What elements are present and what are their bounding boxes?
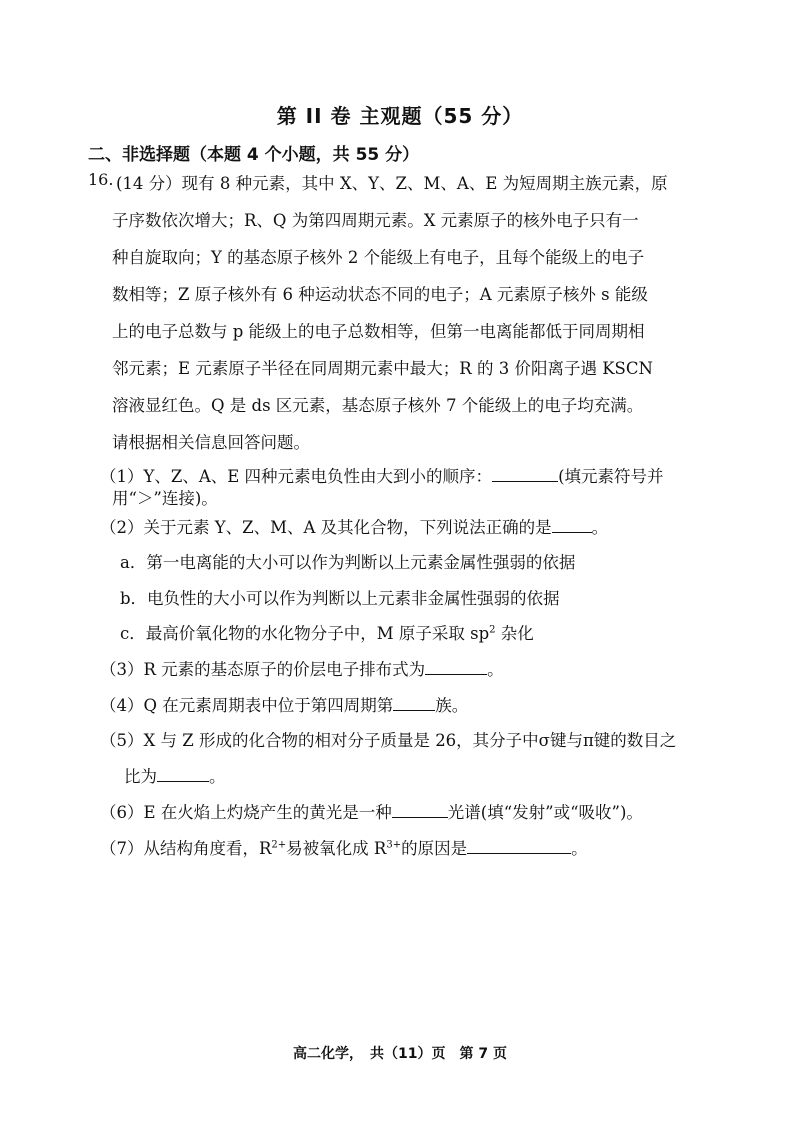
sub-question-1-cont: 用“＞”连接)。 [112, 489, 218, 508]
sub-question-5: （5）X 与 Z 形成的化合物的相对分子质量是 26，其分子中σ键与π键的数目之 [100, 731, 677, 750]
answer-blank-5[interactable] [157, 765, 209, 782]
option-b: b．电负性的大小可以作为判断以上元素非金属性强弱的依据 [120, 589, 560, 608]
answer-blank-2[interactable] [552, 516, 592, 533]
question-line: 上的电子总数与 p 能级上的电子总数相等，但第一电离能都低于同周期相 [112, 322, 645, 341]
question-line: 邻元素；E 元素原子半径在同周期元素中最大；R 的 3 价阳离子遇 KSCN [112, 359, 653, 378]
question-number: 16. [88, 170, 114, 189]
option-a: a．第一电离能的大小可以作为判断以上元素金属性强弱的依据 [120, 553, 576, 572]
answer-blank-1[interactable] [492, 465, 558, 482]
answer-blank-3[interactable] [425, 658, 487, 675]
question-line: 子序数依次增大；R、Q 为第四周期元素。X 元素原子的核外电子只有一 [112, 211, 639, 230]
sub-question-3: （3）R 元素的基态原子的价层电子排布式为 。 [100, 660, 504, 679]
answer-blank-7[interactable] [467, 837, 571, 854]
option-c: c．最高价氧化物的水化物分子中，M 原子采取 $sp^2$ 杂化 [120, 624, 534, 643]
question-line: 请根据相关信息回答问题。 [112, 433, 310, 452]
answer-blank-4[interactable] [393, 694, 435, 711]
question-line: (14 分）现有 8 种元素，其中 X、Y、Z、M、A、E 为短周期主族元素，原 [116, 174, 668, 193]
sub-question-2: （2）关于元素 Y、Z、M、A 及其化合物，下列说法正确的是 。 [100, 518, 609, 537]
question-line: 数相等；Z 原子核外有 6 种运动状态不同的电子；A 元素原子核外 s 能级 [112, 285, 648, 304]
question-line: 种自旋取向；Y 的基态原子核外 2 个能级上有电子，且每个能级上的电子 [112, 248, 645, 267]
sub-question-6: （6）E 在火焰上灼烧产生的黄光是一种 光谱(填“发射”或“吸收”)。 [100, 803, 643, 822]
sub-question-1: （1）Y、Z、A、E 四种元素电负性由大到小的顺序： (填元素符号并 [100, 467, 664, 486]
page-footer: 高二化学， 共（11）页 第 7 页 [293, 1046, 507, 1062]
question-line: 溶液显红色。Q 是 ds 区元素，基态原子核外 7 个能级上的电子均充满。 [112, 396, 644, 415]
sub-question-5-cont: 比为 。 [124, 767, 226, 786]
page-title: 第 II 卷 主观题（55 分） [276, 104, 524, 128]
sub-question-4: （4）Q 在元素周期表中位于第四周期第 族。 [100, 696, 469, 715]
answer-blank-6[interactable] [392, 801, 448, 818]
sub-question-7: （7）从结构角度看，$R^{2+}$易被氧化成 $R^{3+}$的原因是 。 [100, 839, 588, 858]
section-heading: 二、非选择题（本题 4 个小题，共 55 分） [88, 145, 420, 165]
